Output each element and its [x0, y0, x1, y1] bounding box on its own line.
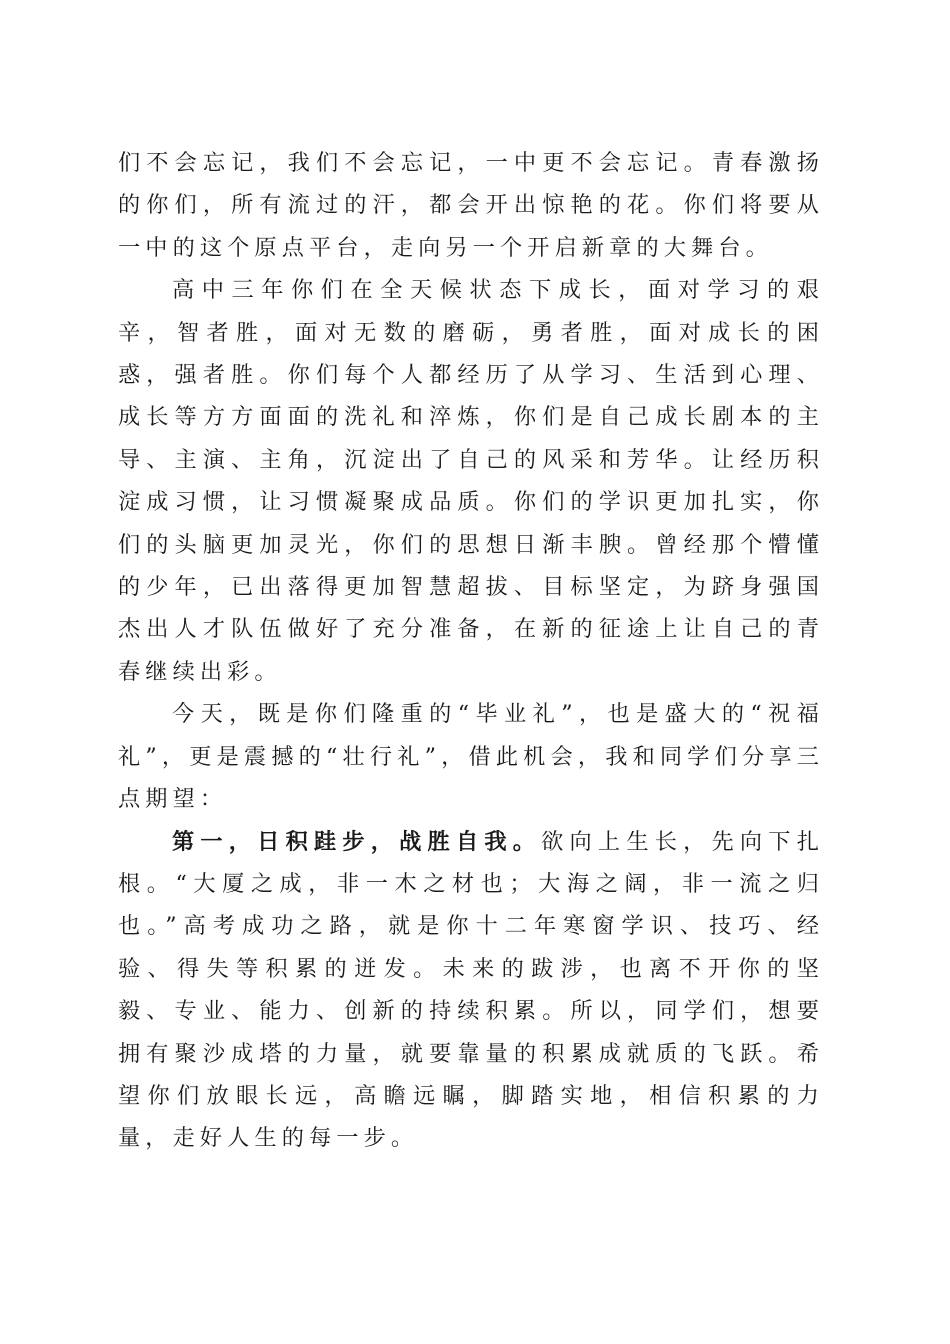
paragraph-2: 高中三年你们在全天候状态下成长，面对学习的艰辛，智者胜，面对无数的磨砺，勇者胜，面对成长的困惑，强者胜。你们每个人都经历了从学习、生活到心理、成长等方方面面的洗礼和淬炼，你们是自己成长剧本的主导、主演、主角，沉淀出了自己的风采和芳华。让经历积淀成习惯，让习惯凝聚成品质。你们的学识更加扎实，你们的头脑更加灵光，你们的思想日渐丰腴。曾经那个懵懂的少年，已出落得更加智慧超拔、目标坚定，为跻身强国杰出人才队伍做好了充分准备，在新的征途上让自己的青春继续出彩。: [118, 277, 824, 685]
paragraph-4-lead: 第一，日积跬步，战胜自我。: [172, 828, 542, 855]
paragraph-1: 们不会忘记，我们不会忘记，一中更不会忘记。青春激扬的你们，所有流过的汗，都会开出惊艳的花。你们将要从一中的这个原点平台，走向另一个开启新章的大舞台。: [118, 150, 824, 261]
paragraph-3: 今天，既是你们隆重的“毕业礼”，也是盛大的“祝福礼”，更是震撼的“壮行礼”，借此机会，我和同学们分享三点期望：: [118, 701, 824, 813]
paragraph-4: [118, 821, 824, 1160]
paragraph-4-text: 欲向上生长，先向下扎根。“大厦之成，非一木之材也；大海之阔，非一流之归也。”高考成功之路，就是你十二年寒窗学识、技巧、经验、得失等积累的迸发。未来的跋涉，也离不开你的坚毅、专业、能力、创新的持续积累。所以，同学们，想要拥有聚沙成塔的力量，就要靠量的积累成就质的飞跃。希望你们放眼长远，高瞻远瞩，脚踏实地，相信积累的力量，走好人生的每一步。: [118, 828, 824, 1152]
document-body: [118, 142, 824, 1160]
